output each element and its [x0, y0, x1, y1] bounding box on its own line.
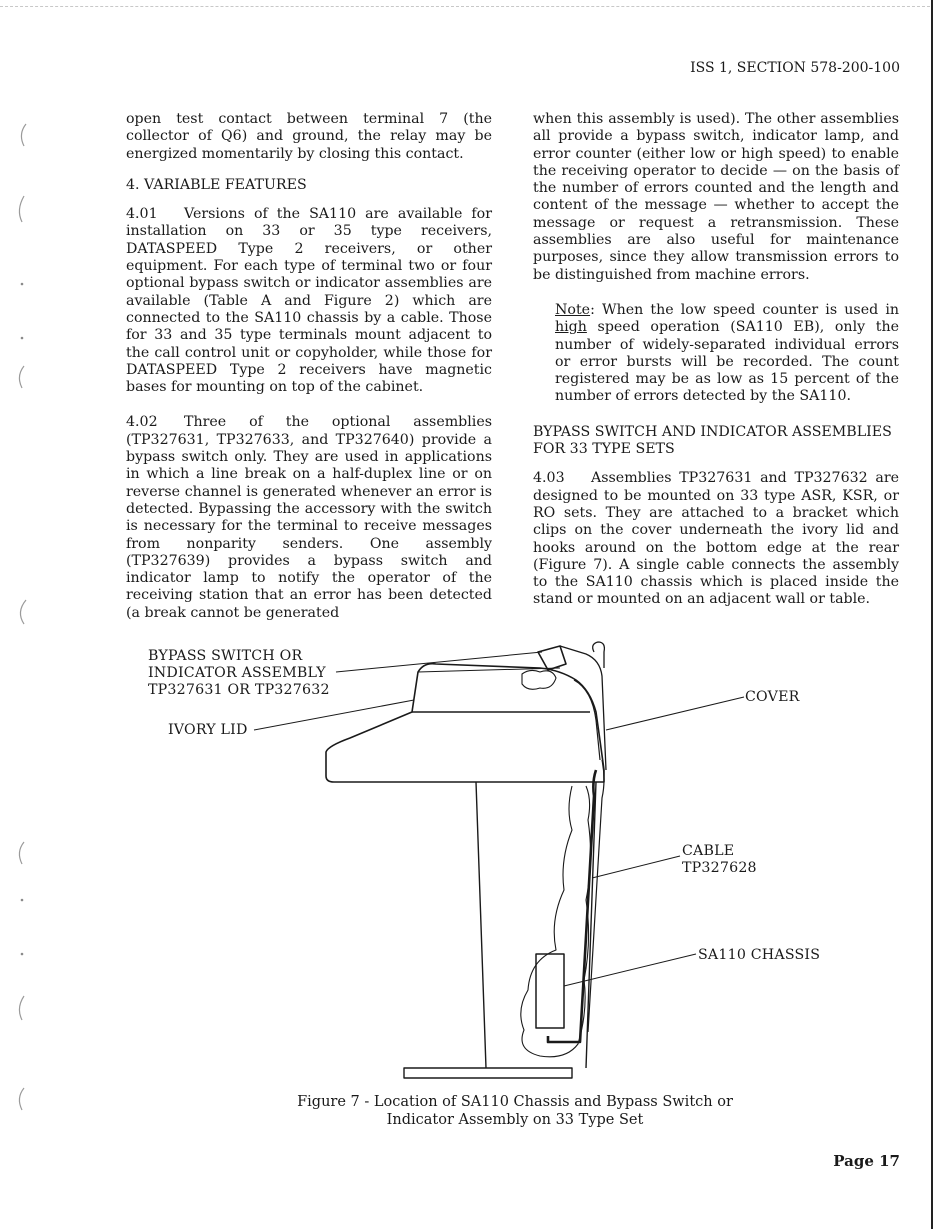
label-line: TP327631 OR TP327632: [148, 682, 330, 698]
teletype-cover-outline: [326, 664, 604, 782]
leader-cable: [592, 856, 680, 878]
paragraph-continued: when this assembly is used). The other assemblies all provide a bypass switch, indicator lamp, and error counter (either low or high speed) to enable the receiving operator to decide — on the basis of the number of errors counted and the length and content of the message — whether to accept the message or request a retransmission. These assemblies are also useful for maintenance purposes, since they allow transmission errors to be distinguished from machine errors.: [533, 111, 899, 283]
bypass-switch-assembly: [538, 646, 566, 670]
sa110-chassis-box: [536, 954, 564, 1028]
note-label: Note: [555, 301, 591, 318]
note-rest: speed operation (SA110 EB), only the number of widely-separated individual errors or error bursts will be recorded. The count registered may be as low as 15 percent of the number of errors detected by the SA110.: [555, 319, 899, 405]
page-number: Page 17: [833, 1152, 900, 1170]
label-sa110-chassis: SA110 CHASSIS: [698, 947, 821, 963]
leader-cover: [606, 697, 744, 730]
page-header: ISS 1, SECTION 578-200-100: [690, 60, 900, 76]
paragraph-number: 4.01: [126, 206, 158, 223]
label-line: TP327628: [682, 860, 757, 876]
stand-base: [404, 1068, 572, 1078]
paragraph-number: 4.02: [126, 414, 158, 431]
label-ivory-lid: IVORY LID: [168, 722, 248, 738]
paragraph-continued: open test contact between terminal 7 (the collector of Q6) and ground, the relay may be energized momentarily by closing this contact.: [126, 111, 492, 162]
label-line: CABLE: [682, 843, 735, 859]
figure-caption: [260, 1093, 770, 1129]
paragraph-text: Three of the optional assemblies (TP327631, TP327633, and TP327640) provide a bypass switch only. They are used in applications in which a line break on a half-duplex line or on reverse channel is generated whenever an error is detected. Bypassing the accessory with the switch is necessary for the terminal to receive messages from nonparity senders. One assembly (TP327639) provides a bypass switch and indicator lamp to notify the operator of the receiving station that an error has been detected (a break cannot be generated: [126, 414, 492, 621]
caption-line: Indicator Assembly on 33 Type Set: [386, 1112, 644, 1128]
label-line: BYPASS SWITCH OR: [148, 648, 303, 664]
label-bypass-switch: [148, 648, 330, 699]
label-line: INDICATOR ASSEMBLY: [148, 665, 326, 681]
paragraph-text: Assemblies TP327631 and TP327632 are designed to be mounted on 33 type ASR, KSR, or RO sets. They are attached to a bracket which clips on the cover underneath the ivory lid and hooks around on the bottom edge at the rear (Figure 7). A single cable connects the assembly to the SA110 chassis which is placed inside the stand or mounted on an adjacent wall or table.: [533, 470, 899, 608]
caption-line: Figure 7 - Location of SA110 Chassis and Bypass Switch or: [297, 1094, 733, 1110]
note-text: : When the low speed counter is used in: [590, 301, 899, 318]
label-cable: [682, 843, 757, 877]
paragraph-number: 4.03: [533, 470, 565, 487]
note-emphasis: high: [555, 319, 587, 336]
leader-ivory-lid: [254, 700, 414, 730]
label-cover: COVER: [745, 689, 800, 705]
cutaway-outline: [521, 786, 591, 1057]
paragraph-text: Versions of the SA110 are available for installation on 33 or 35 type receivers, DATASPEED Type 2 receivers, or other equipment. For each type of terminal two or four optional bypass switch or indicator assemblies are available (Table A and Figure 2) which are connected to the SA110 chassis by a cable. Those for 33 and 35 type terminals mount adjacent to the call control unit or copyholder, while those for DATASPEED Type 2 receivers have magnetic bases for mounting on top of the cabinet.: [126, 206, 492, 396]
section-heading: 4. VARIABLE FEATURES: [126, 176, 307, 193]
subsection-heading: BYPASS SWITCH AND INDICATOR ASSEMBLIES FOR 33 TYPE SETS: [533, 423, 892, 458]
